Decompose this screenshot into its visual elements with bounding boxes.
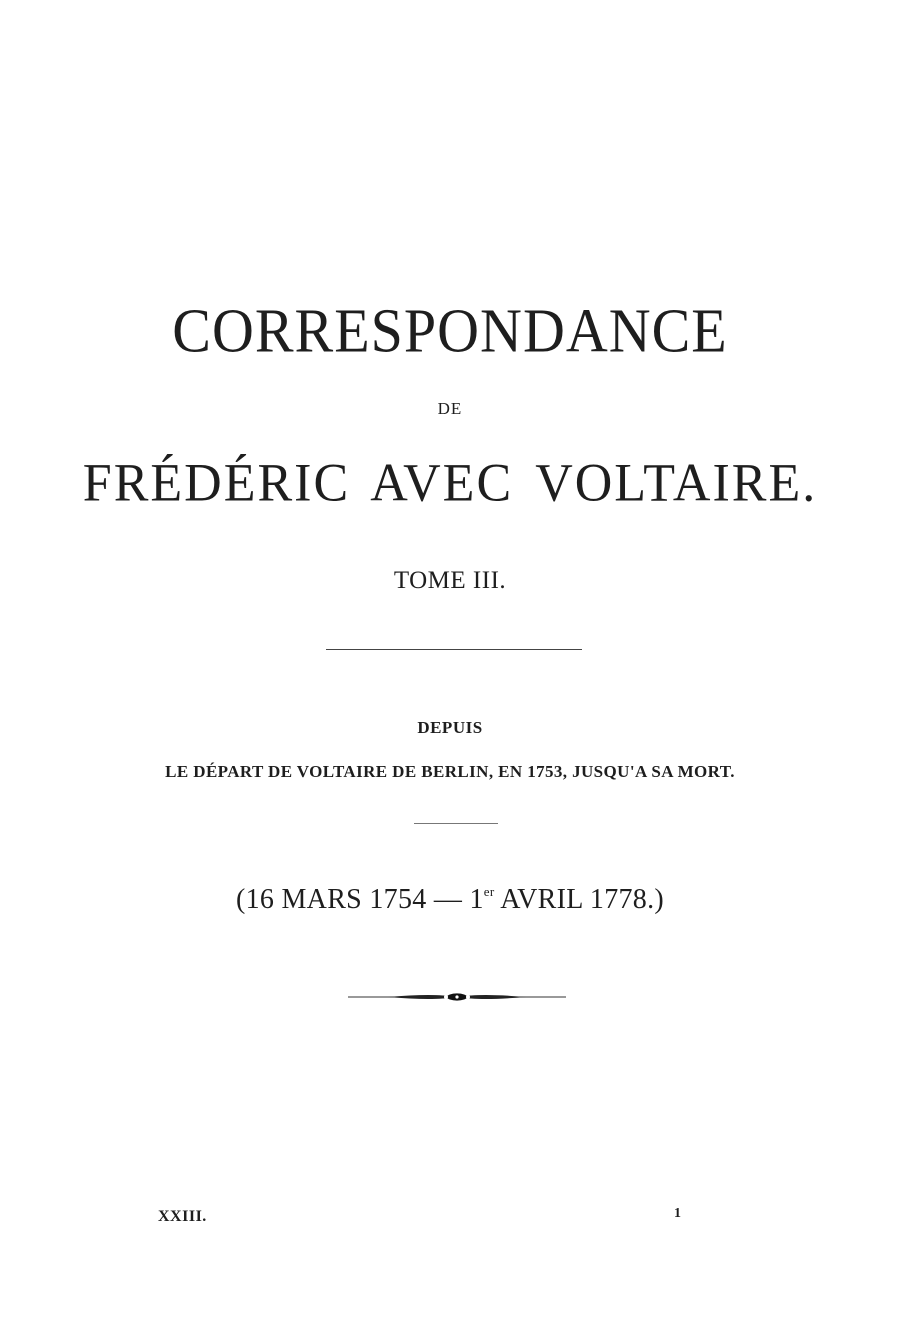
signature-mark: XXIII. [158,1208,207,1225]
short-divider-rule [414,823,498,824]
subject-title: FRÉDÉRIC AVEC VOLTAIRE. [82,453,818,514]
title-connector: DE [437,399,463,418]
date-range-start: (16 MARS 1754 — 1 [235,884,484,915]
main-title: CORRESPONDANCE [172,295,728,366]
date-range [0,873,900,919]
depuis-label: DEPUIS [417,718,483,737]
folio-number: 1 [674,1206,681,1221]
date-range-ordinal: er [483,884,495,899]
period-description: LE DÉPART DE VOLTAIRE DE BERLIN, EN 1753, JUSQU'A SA MORT. [165,762,735,781]
ornament-rule-icon [348,988,566,1006]
divider-rule [326,649,582,650]
volume-label: TOME III. [393,567,507,594]
date-range-end: AVRIL 1778.) [494,884,665,915]
